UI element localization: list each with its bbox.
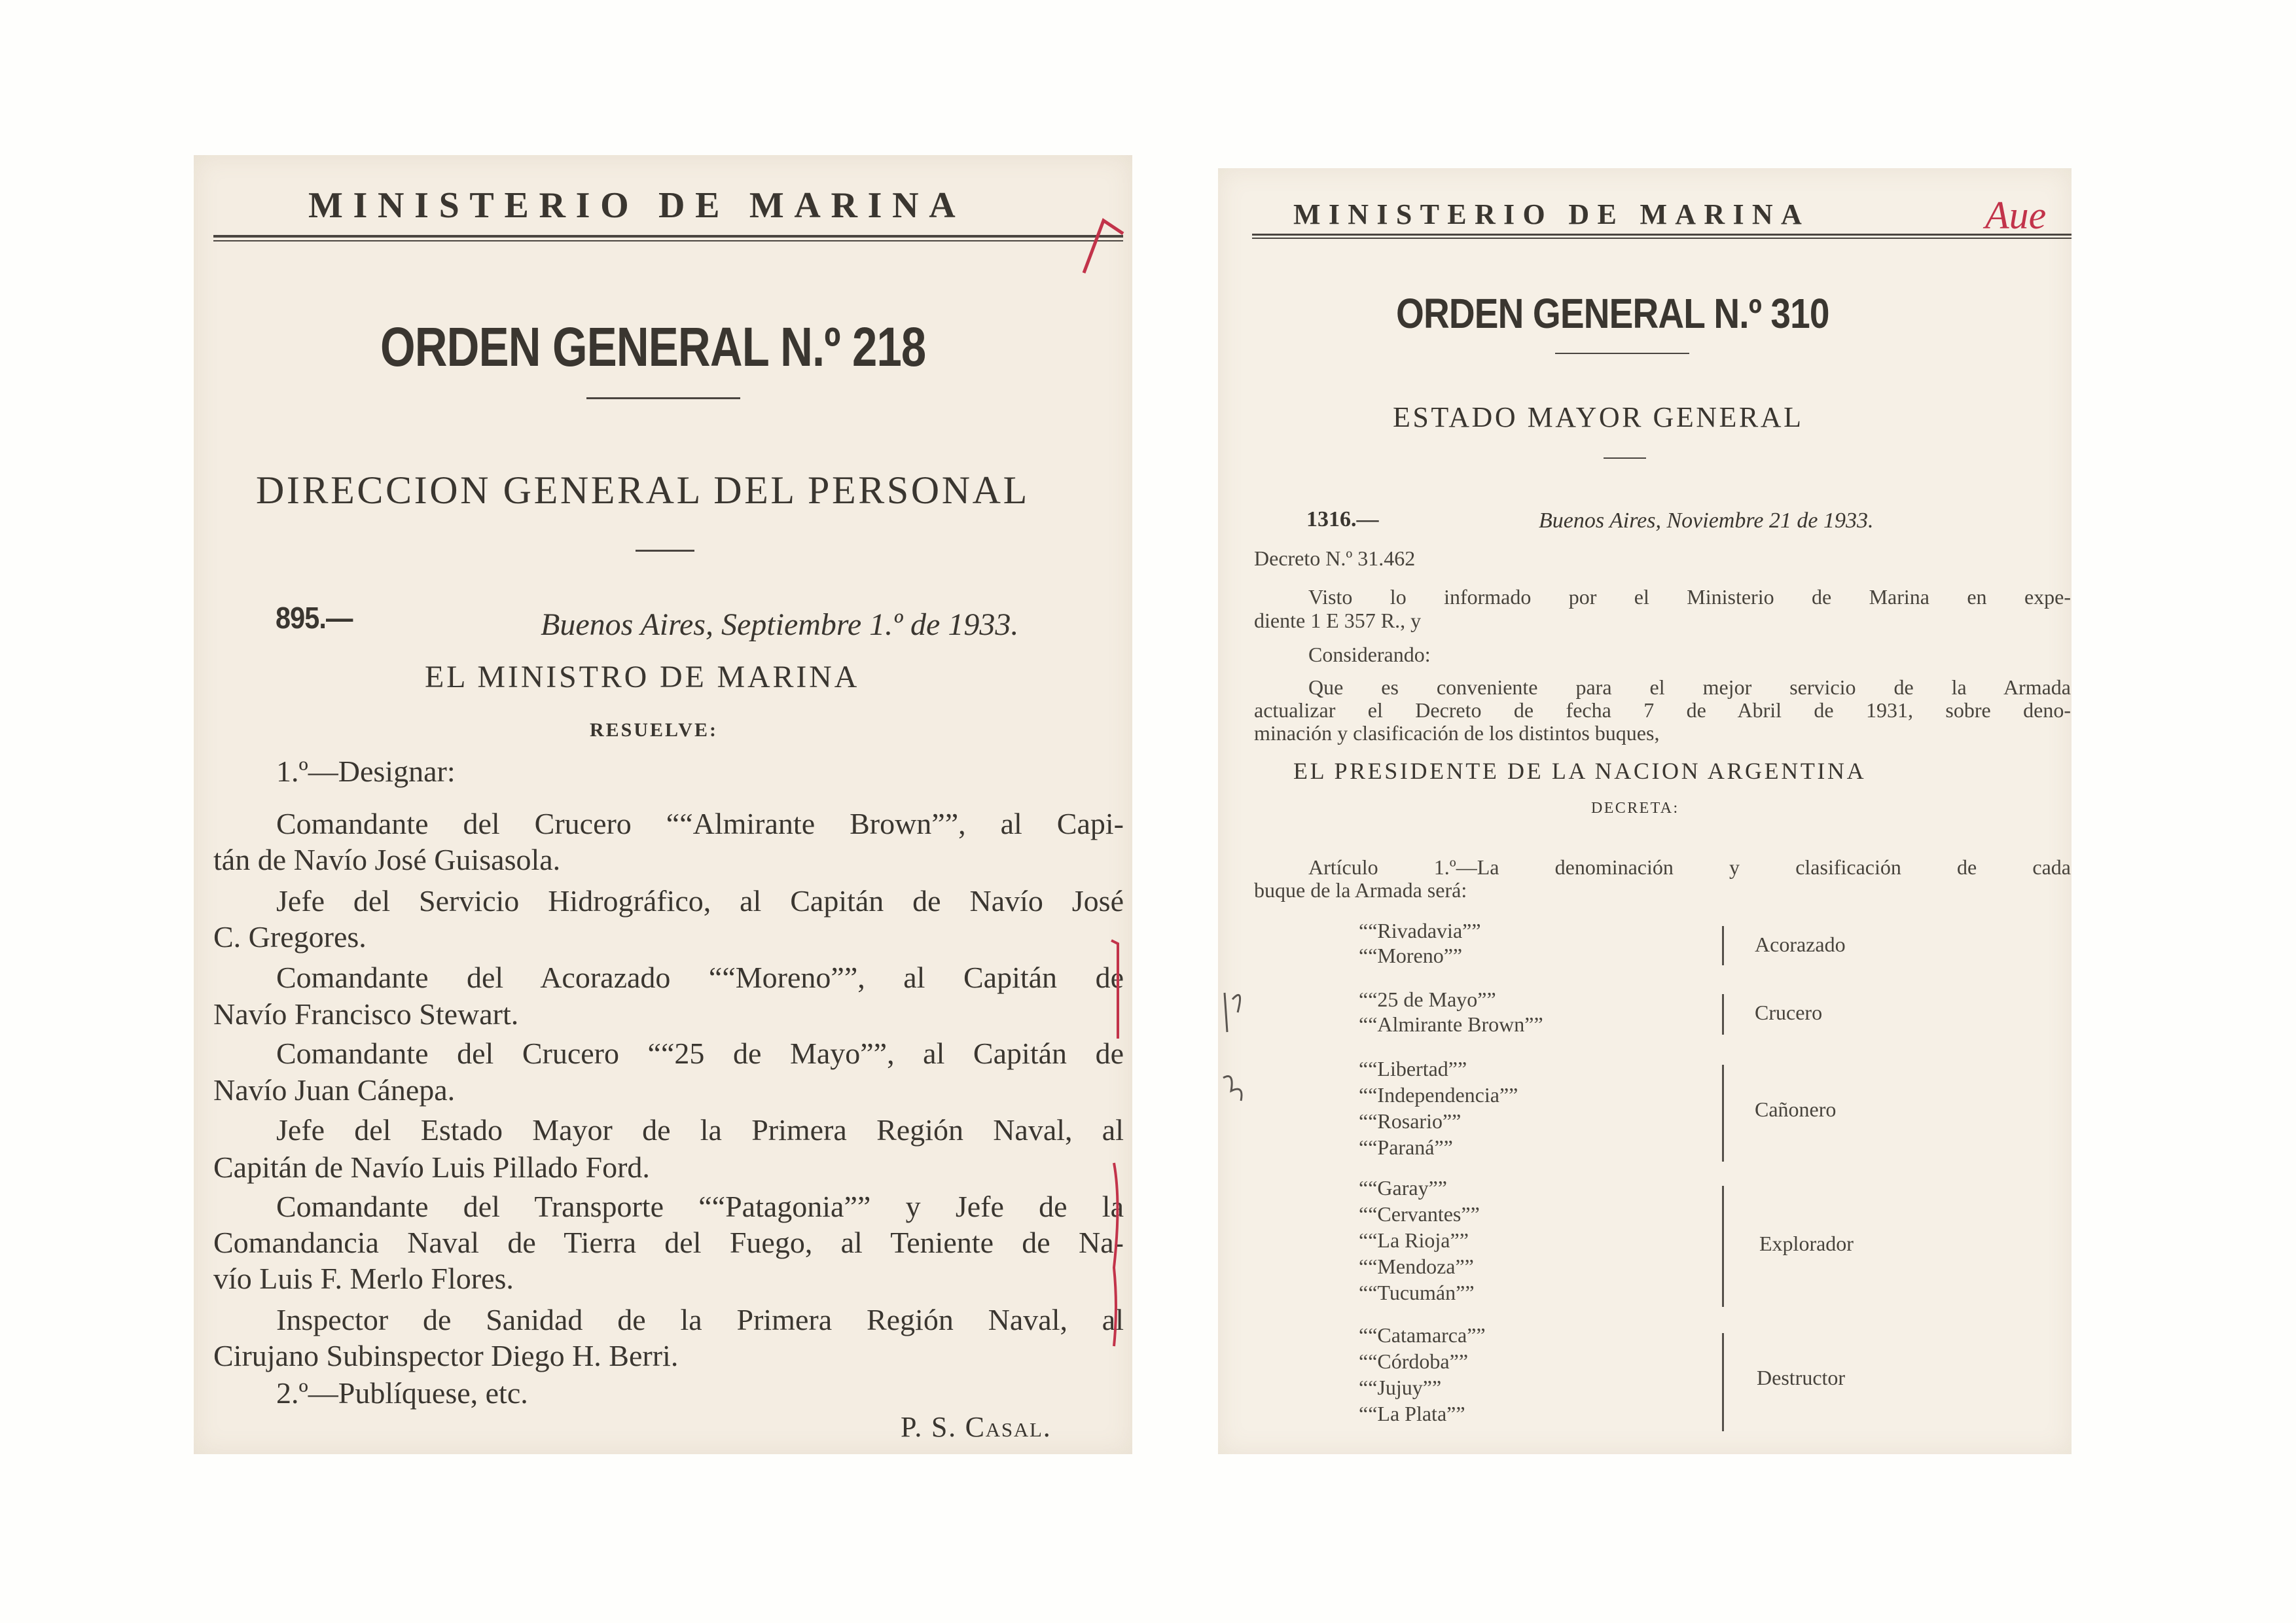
ship-name: ““Rosario”” [1359,1109,1462,1133]
left-line: Comandante del Transporte ““Patagonia”” y Jefe de la [276,1190,1124,1223]
right-document-page [1218,168,2072,1454]
left-document-page [194,155,1132,1454]
right-visto-line: Visto lo informado por el Ministerio de Marina en expe- [1308,585,2071,609]
ship-name: ““Jujuy”” [1359,1376,1442,1399]
left-line: Comandante del Crucero ““25 de Mayo””, al Capitán de [276,1037,1124,1070]
ship-class-label: Explorador [1759,1232,1854,1255]
group-brace [1722,926,1724,965]
right-article-line: buque de la Armada será: [1254,878,1467,902]
ship-name: ““Moreno”” [1359,944,1463,967]
left-line: 1.º—Designar: [276,755,456,788]
ship-class-label: Cañonero [1755,1097,1837,1121]
right-considerando: Considerando: [1308,643,1431,666]
right-que-line: actualizar el Decreto de fecha 7 de Abril de 1931, sobre deno- [1254,698,2071,722]
right-visto-line: diente 1 E 357 R., y [1254,609,1422,632]
left-line: Navío Francisco Stewart. [213,997,519,1031]
right-que-line: Que es conveniente para el mejor servicio de la Armada [1308,675,2071,699]
left-line: C. Gregores. [213,920,367,954]
red-ink-margin-marks [1105,927,1131,1372]
ship-name: ““Catamarca”” [1359,1323,1486,1347]
right-date: Buenos Aires, Noviembre 21 de 1933. [1539,508,1874,533]
right-que-line: minación y clasificación de los distintos buques, [1254,721,1660,745]
ship-name: ““Paraná”” [1359,1135,1453,1159]
left-line: 2.º—Publíquese, etc. [276,1376,528,1410]
ship-name: ““Almirante Brown”” [1359,1012,1543,1036]
right-entry-number: 1316.— [1306,507,1379,531]
ship-name: ““La Rioja”” [1359,1228,1469,1252]
ship-class-label: Destructor [1757,1366,1846,1389]
ship-name: ““Mendoza”” [1359,1255,1474,1278]
handwritten-note: Aue [1985,194,2047,237]
left-entry-number: 895.— [276,601,353,635]
right-order-title: ORDEN GENERAL N.º 310 [1396,290,1829,337]
group-brace [1722,1065,1724,1162]
left-authority: EL MINISTRO DE MARINA [425,660,860,694]
right-header-rule-thin [1252,238,2072,239]
ship-name: ““25 de Mayo”” [1359,988,1496,1011]
left-order-title: ORDEN GENERAL N.º 218 [380,316,926,378]
group-brace [1722,1186,1724,1307]
right-ministry-heading: MINISTERIO DE MARINA [1293,198,1810,230]
left-line: vío Luis F. Merlo Flores. [213,1262,514,1295]
right-decreta: DECRETA: [1591,800,1679,817]
left-line: Comandante del Crucero ““Almirante Brown””, al Capi- [276,807,1124,840]
right-authority: EL PRESIDENTE DE LA NACION ARGENTINA [1293,758,1867,784]
left-ministry-heading: MINISTERIO DE MARINA [308,185,966,226]
left-line: Jefe del Estado Mayor de la Primera Región Naval, al [276,1113,1124,1147]
ship-class-label: Crucero [1755,1001,1823,1024]
ship-name: ““Córdoba”” [1359,1349,1469,1373]
left-line: Comandante del Acorazado ““Moreno””, al Capitán de [276,961,1124,994]
right-article-line: Artículo 1.º—La denominación y clasificación de cada [1308,855,2071,879]
ship-name: ““Libertad”” [1359,1057,1467,1080]
left-line: Inspector de Sanidad de la Primera Región Naval, al [276,1303,1124,1336]
left-section-rule [636,550,694,552]
red-ink-tick-mark [1077,207,1130,279]
ship-name: ““La Plata”” [1359,1402,1465,1425]
right-decree-number: Decreto N.º 31.462 [1254,546,1416,570]
left-line: Comandancia Naval de Tierra del Fuego, al Teniente de Na- [213,1226,1124,1259]
left-section-heading: DIRECCION GENERAL DEL PERSONAL [256,469,1030,512]
ship-name: ““Cervantes”” [1359,1202,1480,1226]
ship-class-label: Acorazado [1755,933,1846,956]
left-date: Buenos Aires, Septiembre 1.º de 1933. [541,607,1019,642]
ship-name: ““Tucumán”” [1359,1281,1475,1304]
group-brace [1722,1333,1724,1431]
pencil-margin-scribbles [1218,980,1264,1111]
right-title-rule [1555,353,1689,354]
left-header-rule [213,235,1123,238]
ship-name: ““Independencia”” [1359,1083,1518,1107]
left-line: Navío Juan Cánepa. [213,1073,456,1107]
right-section-heading: ESTADO MAYOR GENERAL [1393,401,1804,433]
left-title-rule [586,397,740,399]
ship-name: ““Garay”” [1359,1176,1447,1200]
left-resolves: RESUELVE: [590,719,718,741]
left-header-rule-thin [213,240,1123,241]
left-signature: P. S. Casal. [901,1411,1052,1443]
left-line: Capitán de Navío Luis Pillado Ford. [213,1150,650,1184]
right-header-rule [1252,234,2072,236]
ship-name: ““Rivadavia”” [1359,919,1481,942]
left-line: tán de Navío José Guisasola. [213,843,561,876]
left-line: Jefe del Servicio Hidrográfico, al Capitán de Navío José [276,884,1124,918]
right-section-rule [1604,457,1646,459]
group-brace [1722,994,1724,1035]
left-line: Cirujano Subinspector Diego H. Berri. [213,1339,679,1372]
